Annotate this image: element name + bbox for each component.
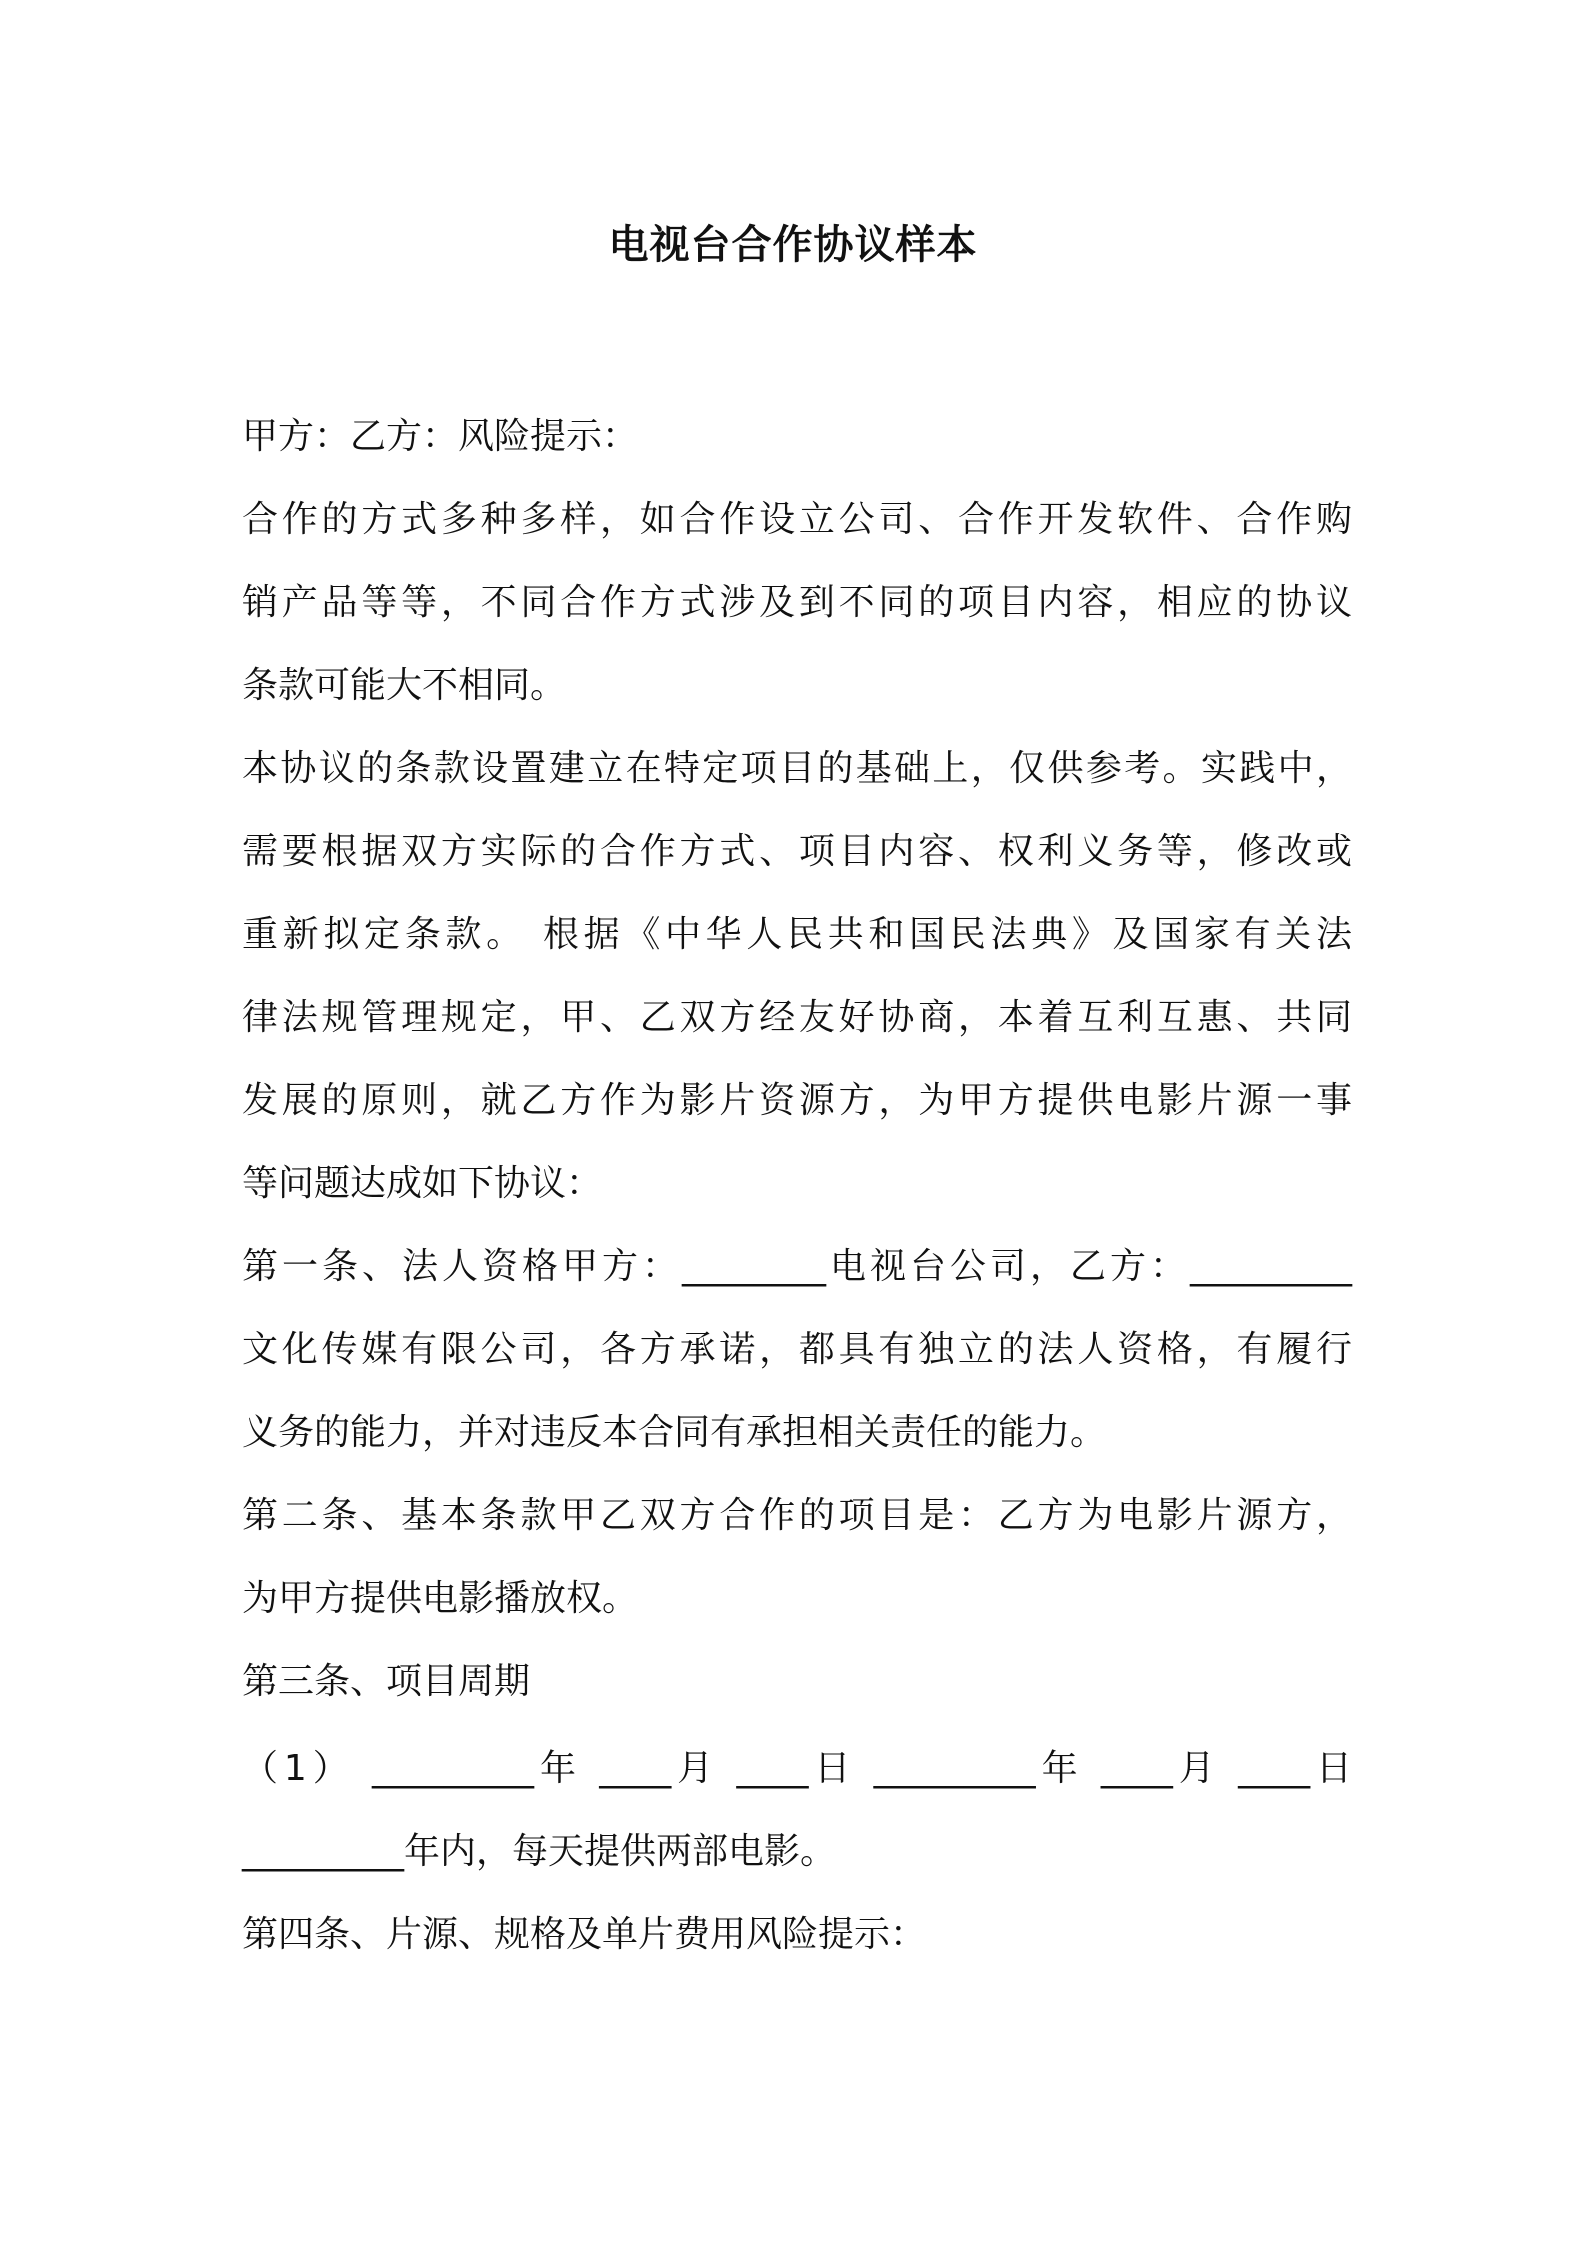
body-line: 发展的原则，就乙方作为影片资源方，为甲方提供电影片源一事 xyxy=(242,1080,1352,1121)
body-line: 第二条、基本条款甲乙双方合作的项目是：乙方为电影片源方， xyxy=(242,1495,1352,1536)
body-line: _________年内，每天提供两部电影。 xyxy=(242,1831,837,1872)
body-line: 律法规管理规定，甲、乙双方经友好协商，本着互利互惠、共同 xyxy=(242,997,1352,1038)
body-line: 甲方：乙方：风险提示： xyxy=(242,416,639,457)
body-line: 条款可能大不相同。 xyxy=(242,665,567,706)
body-line: 重新拟定条款。 根据《中华人民共和国民法典》及国家有关法 xyxy=(242,914,1352,955)
body-line: 为甲方提供电影播放权。 xyxy=(242,1578,639,1619)
body-line: 第一条、法人资格甲方：________电视台公司，乙方：_________ xyxy=(242,1246,1352,1287)
body-line: 第三条、项目周期 xyxy=(242,1661,531,1702)
body-line: 等问题达成如下协议： xyxy=(242,1163,603,1204)
document-title: 电视台合作协议样本 xyxy=(608,222,978,268)
body-line: 义务的能力，并对违反本合同有承担相关责任的能力。 xyxy=(242,1412,1107,1453)
body-line: （1） _________年 ____月 ____日 _________年 ____月 ____日 xyxy=(242,1748,1352,1789)
body-line: 第四条、片源、规格及单片费用风险提示： xyxy=(242,1914,927,1955)
body-line: 需要根据双方实际的合作方式、项目内容、权利义务等，修改或 xyxy=(242,831,1352,872)
document-body xyxy=(242,405,1352,1986)
body-line: 合作的方式多种多样，如合作设立公司、合作开发软件、合作购 xyxy=(242,499,1352,540)
body-line: 销产品等等，不同合作方式涉及到不同的项目内容，相应的协议 xyxy=(242,582,1352,623)
body-line: 文化传媒有限公司，各方承诺，都具有独立的法人资格，有履行 xyxy=(242,1329,1352,1370)
body-line: 本协议的条款设置建立在特定项目的基础上，仅供参考。实践中， xyxy=(242,748,1352,789)
